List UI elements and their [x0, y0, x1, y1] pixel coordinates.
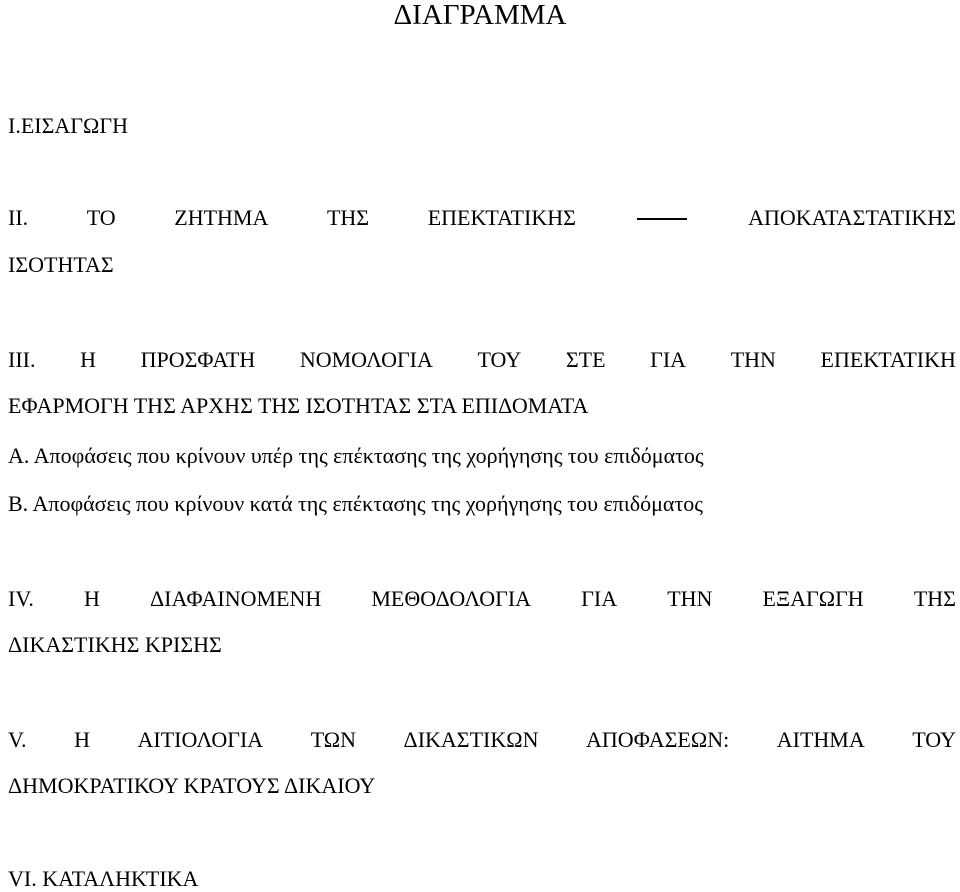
- section-2-heading-line-1: [8, 205, 956, 231]
- section-5-word: ΑΙΤΙΟΛΟΓΙΑ: [137, 727, 264, 752]
- section-3-subsection-b: Β. Αποφάσεις που κρίνουν κατά της επέκτασης της χορήγησης του επιδόματος: [8, 491, 703, 516]
- section-2-word: ΤΗΣ: [326, 205, 370, 230]
- section-5-word: Η: [74, 727, 90, 752]
- section-6-heading: VI. ΚΑΤΑΛΗΚΤΙΚΑ: [8, 866, 199, 891]
- section-2-heading-line-2: ΙΣΟΤΗΤΑΣ: [8, 252, 114, 277]
- section-2-word: ΤΟ: [86, 205, 116, 230]
- section-5-word: ΑΠΟΦΑΣΕΩΝ:: [586, 727, 730, 752]
- section-4-word: ΤΗΝ: [667, 586, 713, 611]
- section-5-word: ΔΙΚΑΣΤΙΚΩΝ: [403, 727, 539, 752]
- section-2-dash: [635, 205, 690, 231]
- section-3-word: ΤΟΥ: [477, 347, 522, 372]
- section-5-heading-line-1: [8, 727, 956, 753]
- section-2-word: II.: [8, 205, 29, 230]
- section-1-heading: I.ΕΙΣΑΓΩΓΗ: [8, 113, 128, 138]
- section-3-word: ΤΗΝ: [730, 347, 776, 372]
- section-5-heading-line-2: ΔΗΜΟΚΡΑΤΙΚΟΥ ΚΡΑΤΟΥΣ ΔΙΚΑΙΟΥ: [8, 773, 376, 798]
- section-5-word: V.: [8, 727, 27, 752]
- section-4-heading-line-1: [8, 586, 956, 612]
- section-3-word: ΕΠΕΚΤΑΤΙΚΗ: [820, 347, 956, 372]
- section-3-subsection-a: Α. Αποφάσεις που κρίνουν υπέρ της επέκτασης της χορήγησης του επιδόματος: [8, 443, 704, 468]
- document-title: ΔΙΑΓΡΑΜΜΑ: [393, 0, 567, 31]
- section-4-word: ΓΙΑ: [581, 586, 618, 611]
- section-5-word: ΑΙΤΗΜΑ: [776, 727, 865, 752]
- section-4-word: ΤΗΣ: [913, 586, 956, 611]
- section-4-word: Η: [84, 586, 100, 611]
- section-4-word: ΔΙΑΦΑΙΝΟΜΕΝΗ: [150, 586, 322, 611]
- section-4-word: ΜΕΘΟΔΟΛΟΓΙΑ: [371, 586, 532, 611]
- section-3-word: Η: [80, 347, 96, 372]
- section-4-heading-line-2: ΔΙΚΑΣΤΙΚΗΣ ΚΡΙΣΗΣ: [8, 632, 222, 657]
- section-5-word: ΤΟΥ: [912, 727, 956, 752]
- section-3-word: ΠΡΟΣΦΑΤΗ: [140, 347, 256, 372]
- section-4-word: ΕΞΑΓΩΓΗ: [762, 586, 864, 611]
- section-3-word: ΣΤΕ: [565, 347, 606, 372]
- section-4-word: IV.: [8, 586, 34, 611]
- section-3-heading-line-2: ΕΦΑΡΜΟΓΗ ΤΗΣ ΑΡΧΗΣ ΤΗΣ ΙΣΟΤΗΤΑΣ ΣΤΑ ΕΠΙΔΟΜΑΤΑ: [8, 393, 589, 418]
- section-2-word: ΖΗΤΗΜΑ: [174, 205, 269, 230]
- section-5-word: ΤΩΝ: [310, 727, 357, 752]
- section-3-word: ΓΙΑ: [650, 347, 687, 372]
- section-3-word: ΝΟΜΟΛΟΓΙΑ: [299, 347, 433, 372]
- section-2-word: ΑΠΟΚΑΤΑΣΤΑΤΙΚΗΣ: [748, 205, 956, 230]
- section-3-heading-line-1: [8, 347, 956, 373]
- section-3-word: III.: [8, 347, 36, 372]
- section-2-word: ΕΠΕΚΤΑΤΙΚΗΣ: [427, 205, 576, 230]
